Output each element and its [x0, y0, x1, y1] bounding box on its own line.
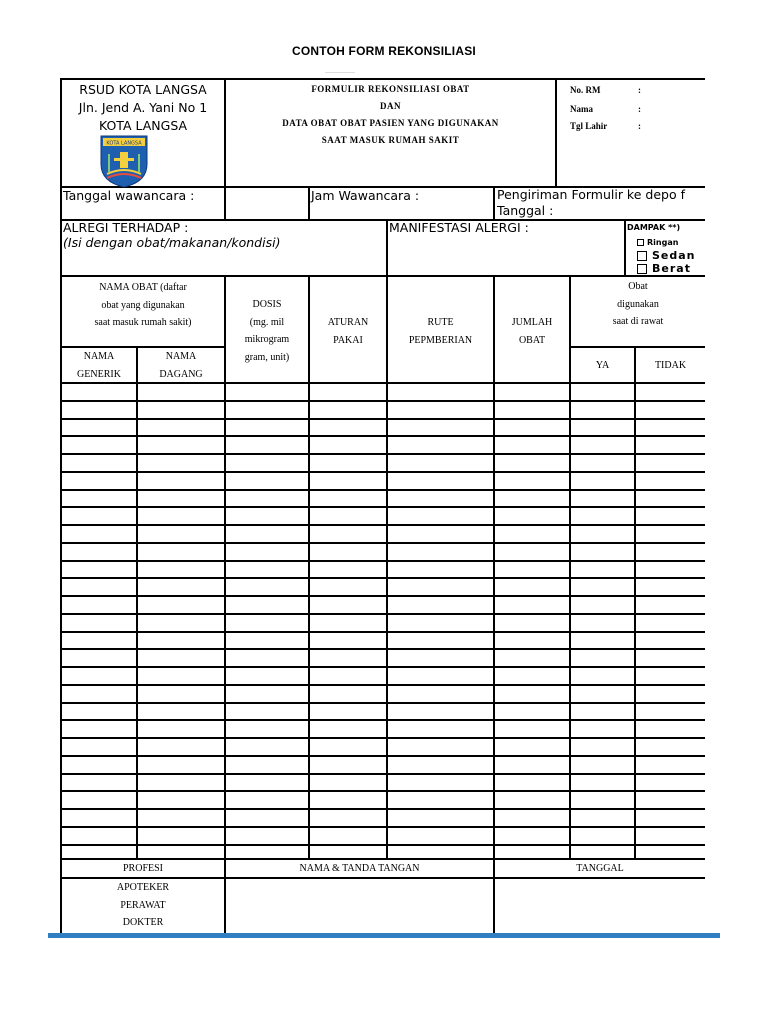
- label-nama: Nama: [570, 104, 593, 114]
- header-rute-l2: PEPMBERIAN: [408, 334, 473, 346]
- header-dagang: [138, 348, 224, 383]
- border-left: [60, 78, 62, 934]
- label-no-rm: No. RM: [570, 85, 601, 95]
- header-dosis-l1: DOSIS: [252, 299, 282, 310]
- form-title: [226, 83, 555, 147]
- header-dagang-l2: DAGANG: [159, 368, 203, 380]
- v-col-dosis: [224, 275, 226, 934]
- bottom-accent-bar: [48, 933, 720, 938]
- label-nama-ttd: NAMA & TANDA TANGAN: [299, 863, 420, 874]
- v-col-tidak: [634, 346, 636, 858]
- header-generik-l2: GENERIK: [77, 368, 121, 380]
- role-apoteker: APOTEKER: [116, 882, 170, 893]
- table-row-line: [60, 684, 705, 686]
- label-dampak: DAMPAK **): [627, 223, 681, 232]
- label-manifestasi: MANIFESTASI ALERGI :: [389, 220, 529, 235]
- header-nama-obat-l2: obat yang digunakan: [101, 299, 185, 311]
- v-col-generik: [136, 346, 138, 858]
- label-alergi-hint: (Isi dengan obat/makanan/kondisi): [63, 235, 281, 250]
- table-row-line: [60, 790, 705, 792]
- header-obat-l3: saat di rawat: [612, 316, 664, 327]
- header-tidak: TIDAK: [654, 360, 687, 371]
- table-row-line: [60, 808, 705, 810]
- table-row-line: [60, 737, 705, 739]
- header-dosis-l4: gram, unit): [244, 351, 290, 363]
- pengiriman-block: [497, 187, 685, 219]
- option-sedang: [637, 249, 696, 262]
- label-tgl-lahir: Tgl Lahir: [570, 121, 608, 131]
- form-title-line1: FORMULIR REKONSILIASI OBAT: [311, 84, 470, 94]
- header-rute-l1: RUTE: [427, 317, 454, 328]
- line-obat-split: [569, 346, 705, 348]
- header-aturan-l2: PAKAI: [333, 334, 363, 346]
- label-jam-wawancara: Jam Wawancara :: [311, 188, 420, 203]
- table-row-line: [60, 542, 705, 544]
- hospital-name: RSUD KOTA LANGSA: [79, 82, 207, 97]
- form-title-line3: DATA OBAT OBAT PASIEN YANG DIGUNAKAN: [282, 118, 499, 128]
- table-row-line: [60, 453, 705, 455]
- table-row-line: [60, 471, 705, 473]
- table-row-line: [60, 755, 705, 757]
- checkbox-berat[interactable]: [637, 264, 647, 274]
- v-col-aturan: [308, 275, 310, 858]
- border-top: [60, 78, 705, 80]
- table-row-line: [60, 577, 705, 579]
- header-generik-l1: NAMA: [83, 351, 115, 362]
- table-row-line: [60, 844, 705, 846]
- table-row-line: [60, 666, 705, 668]
- v-interview-2: [493, 186, 495, 219]
- table-row-line: [60, 631, 705, 633]
- v-col-rute: [386, 275, 388, 858]
- hospital-info: [62, 81, 224, 135]
- header-dagang-l1: NAMA: [165, 351, 197, 362]
- checkbox-ringan[interactable]: [637, 239, 644, 246]
- label-sedang: Sedan: [652, 249, 696, 262]
- table-row-line: [60, 524, 705, 526]
- line-allergy-bottom: [60, 275, 705, 277]
- header-obat-digunakan: [571, 278, 705, 331]
- v-interview-1: [308, 186, 310, 219]
- table-row-line: [60, 826, 705, 828]
- table-row-line: [60, 702, 705, 704]
- header-jumlah: [495, 314, 569, 349]
- table-row-line: [60, 719, 705, 721]
- colon-rm: :: [638, 85, 641, 95]
- label-ringan: Ringan: [647, 238, 679, 247]
- header-nama-obat: [62, 279, 224, 332]
- label-tanggal-ttd: TANGGAL: [576, 863, 624, 874]
- table-row-line: [60, 595, 705, 597]
- hospital-logo: [99, 134, 149, 188]
- option-ringan: [637, 238, 678, 247]
- label-profesi: PROFESI: [122, 863, 163, 874]
- header-obat-l1: Obat: [628, 281, 648, 292]
- option-berat: [637, 262, 691, 275]
- header-aturan-pakai: [310, 314, 386, 349]
- label-tanggal-pengiriman: Tanggal :: [497, 203, 554, 218]
- colon-tgl-lahir: :: [638, 121, 641, 131]
- header-nama-obat-l3: saat masuk rumah sakit): [94, 317, 192, 328]
- role-perawat: PERAWAT: [120, 899, 166, 911]
- table-row-line: [60, 506, 705, 508]
- logo-text: KOTA LANGSA: [106, 140, 142, 147]
- label-berat: Berat: [652, 262, 691, 275]
- form-title-line4: SAAT MASUK RUMAH SAKIT: [321, 135, 460, 145]
- header-rute: [388, 314, 493, 349]
- header-aturan-l1: ATURAN: [327, 317, 369, 328]
- header-dosis: [226, 296, 308, 366]
- faint-mark: [325, 72, 355, 73]
- header-obat-l2: digunakan: [617, 298, 659, 310]
- v-header-2: [555, 78, 557, 186]
- label-tanggal-wawancara: Tanggal wawancara :: [63, 188, 195, 203]
- colon-nama: :: [638, 104, 641, 114]
- table-row-line: [60, 560, 705, 562]
- table-row-line: [60, 648, 705, 650]
- role-list: [62, 879, 224, 932]
- header-ya: YA: [595, 360, 610, 371]
- table-row-line: [60, 489, 705, 491]
- table-row-line: [60, 435, 705, 437]
- header-dosis-l2: (mg. mil: [249, 316, 285, 328]
- table-row-line: [60, 400, 705, 402]
- hospital-city: KOTA LANGSA: [98, 118, 188, 133]
- header-jumlah-l2: OBAT: [518, 334, 546, 346]
- header-dosis-l3: mikrogram: [244, 334, 290, 345]
- label-pengiriman: Pengiriman Formulir ke depo f: [497, 187, 685, 202]
- role-dokter: DOKTER: [122, 917, 164, 928]
- reconciliation-form: [60, 78, 705, 934]
- page-title: CONTOH FORM REKONSILIASI: [292, 44, 476, 58]
- v-allergy-2: [624, 219, 626, 275]
- header-generik: [62, 348, 136, 383]
- v-allergy-1: [386, 219, 388, 275]
- form-title-line2: DAN: [380, 101, 401, 111]
- table-row-line: [60, 773, 705, 775]
- checkbox-sedang[interactable]: [637, 251, 647, 261]
- table-row-line: [60, 418, 705, 420]
- allergy-block: [63, 220, 280, 250]
- hospital-address: Jln. Jend A. Yani No 1: [78, 100, 208, 115]
- label-alergi: ALREGI TERHADAP :: [63, 220, 189, 235]
- header-jumlah-l1: JUMLAH: [511, 317, 553, 328]
- header-nama-obat-l1: NAMA OBAT (daftar: [99, 282, 187, 293]
- table-row-line: [60, 613, 705, 615]
- v-col-jumlah: [493, 275, 495, 934]
